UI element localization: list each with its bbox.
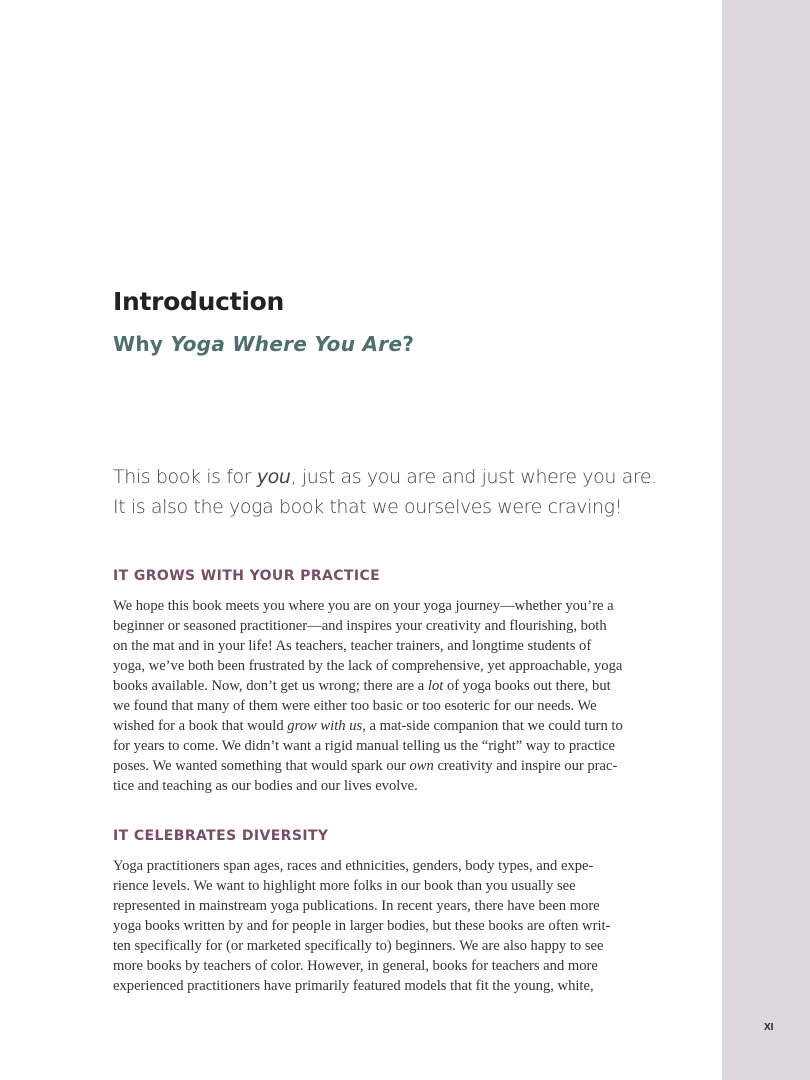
text-line	[113, 716, 643, 736]
text-segment: beginner or seasoned practitioner—and inspires your creativity and flourishing, both	[113, 618, 607, 634]
text-line	[113, 492, 673, 522]
page-number: XI	[764, 1022, 774, 1033]
text-segment: more books by teachers of color. However, in general, books for teachers and more	[113, 958, 598, 974]
text-line	[113, 616, 643, 636]
text-segment: we found that many of them were either too basic or too esoteric for our needs. We	[113, 698, 597, 714]
text-segment: experienced practitioners have primarily featured models that fit the young, white,	[113, 978, 594, 994]
text-segment: for years to come. We didn’t want a rigid manual telling us the “right” way to practice	[113, 738, 616, 754]
emphasis-text: own	[409, 758, 434, 774]
subtitle-book-title: Yoga Where You Are	[170, 332, 403, 356]
page-margin-sidebar	[722, 0, 810, 1080]
text-segment: , a mat-side companion that we could turn to	[362, 718, 623, 734]
text-line	[113, 462, 673, 492]
text-segment: books available. Now, don’t get us wrong; there are a	[113, 678, 428, 694]
text-line	[113, 856, 643, 876]
text-segment: of yoga books out there, but	[443, 678, 611, 694]
text-segment: poses. We wanted something that would spark our	[113, 758, 410, 774]
text-line	[113, 916, 643, 936]
text-segment: creativity and inspire our prac-	[433, 758, 618, 774]
emphasis-text: grow with us	[287, 718, 363, 734]
lead-paragraph	[113, 462, 673, 522]
text-segment: , just as you are and just where you are.	[290, 466, 657, 488]
text-line	[113, 896, 643, 916]
text-line	[113, 696, 643, 716]
emphasis-text: you	[256, 466, 291, 488]
text-segment: This book is for	[113, 466, 257, 488]
text-segment: represented in mainstream yoga publications. In recent years, there have been more	[113, 898, 600, 914]
text-line	[113, 876, 643, 896]
chapter-title: Introduction	[113, 287, 284, 316]
text-line	[113, 736, 643, 756]
text-line	[113, 676, 643, 696]
text-segment: ten specifically for (or marketed specifically to) beginners. We are also happy to see	[113, 938, 604, 954]
chapter-subtitle	[113, 332, 414, 356]
subtitle-question-mark: ?	[402, 332, 415, 356]
section-paragraph-diversity	[113, 856, 643, 996]
text-line	[113, 936, 643, 956]
text-segment: rience levels. We want to highlight more folks in our book than you usually see	[113, 878, 576, 894]
text-segment: Yoga practitioners span ages, races and ethnicities, genders, body types, and expe-	[113, 858, 594, 874]
text-segment: wished for a book that would	[113, 718, 288, 734]
text-line	[113, 976, 643, 996]
section-paragraph-grows	[113, 596, 643, 796]
text-line	[113, 656, 643, 676]
text-line	[113, 776, 643, 796]
section-heading-grows: IT GROWS WITH YOUR PRACTICE	[113, 568, 381, 584]
text-line	[113, 596, 643, 616]
text-segment: It is also the yoga book that we ourselves were craving!	[113, 496, 622, 518]
text-line	[113, 636, 643, 656]
text-segment: yoga books written by and for people in larger bodies, but these books are often writ-	[113, 918, 611, 934]
section-heading-diversity: IT CELEBRATES DIVERSITY	[113, 828, 329, 844]
text-segment: yoga, we’ve both been frustrated by the lack of comprehensive, yet approachable, yoga	[113, 658, 623, 674]
text-line	[113, 956, 643, 976]
text-segment: tice and teaching as our bodies and our lives evolve.	[113, 778, 418, 794]
subtitle-why: Why	[113, 332, 171, 356]
text-line	[113, 756, 643, 776]
text-segment: on the mat and in your life! As teachers, teacher trainers, and longtime students of	[113, 638, 592, 654]
emphasis-text: lot	[427, 678, 444, 694]
text-segment: We hope this book meets you where you are on your yoga journey—whether you’re a	[113, 598, 614, 614]
